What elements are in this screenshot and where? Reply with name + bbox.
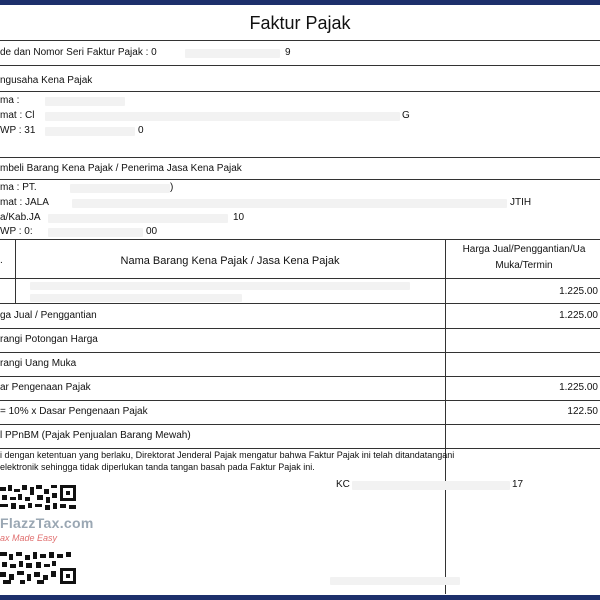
bottom-border bbox=[0, 595, 600, 600]
col-no-header: . bbox=[0, 255, 3, 266]
pembeli-alamat-tail: JTIH bbox=[510, 197, 532, 208]
summary-label: l PPnBM (Pajak Penjualan Barang Mewah) bbox=[0, 430, 191, 441]
seri-tail: 9 bbox=[285, 47, 291, 58]
divider bbox=[0, 40, 600, 41]
redaction bbox=[72, 199, 507, 208]
col-harga-header-line2: Muka/Termin bbox=[495, 260, 553, 271]
divider bbox=[0, 328, 600, 329]
divider bbox=[0, 91, 600, 92]
summary-label: ga Jual / Penggantian bbox=[0, 310, 97, 321]
pengusaha-alamat: mat : Cl bbox=[0, 110, 35, 121]
divider bbox=[0, 278, 600, 279]
qr-code-icon bbox=[0, 483, 78, 513]
pembeli-npwp-tail: 00 bbox=[146, 226, 158, 237]
pengusaha-nama: ma : bbox=[0, 95, 20, 106]
redaction bbox=[48, 214, 228, 223]
divider bbox=[0, 352, 600, 353]
summary-label: rangi Uang Muka bbox=[0, 358, 77, 369]
divider bbox=[0, 376, 600, 377]
pembeli-alamat: mat : JALA bbox=[0, 197, 49, 208]
divider bbox=[0, 157, 600, 158]
faktur-pajak-document bbox=[0, 5, 600, 595]
divider bbox=[0, 179, 600, 180]
divider bbox=[0, 239, 600, 240]
column-divider bbox=[15, 239, 16, 303]
redaction bbox=[45, 112, 400, 121]
page-title: Faktur Pajak bbox=[249, 13, 351, 33]
summary-label: = 10% x Dasar Pengenaan Pajak bbox=[0, 406, 148, 417]
redaction bbox=[330, 577, 460, 585]
pembeli-nama: ma : PT. bbox=[0, 182, 37, 193]
redaction bbox=[30, 282, 410, 290]
col-nama-header: Nama Barang Kena Pajak / Jasa Kena Pajak bbox=[120, 255, 340, 267]
seri-label: de dan Nomor Seri Faktur Pajak : 0 bbox=[0, 47, 157, 58]
redaction bbox=[352, 481, 510, 490]
pembeli-kota-tail: 10 bbox=[233, 212, 245, 223]
city-tail: 17 bbox=[512, 479, 524, 490]
divider bbox=[0, 400, 600, 401]
footer-note-line1: i dengan ketentuan yang berlaku, Direktorat Jenderal Pajak mengatur bahwa Faktur Pajak ini telah ditandatangani bbox=[0, 450, 455, 460]
redaction bbox=[30, 294, 242, 302]
divider bbox=[0, 303, 600, 304]
summary-label: rangi Potongan Harga bbox=[0, 334, 98, 345]
pembeli-kota: a/Kab.JA bbox=[0, 212, 41, 223]
divider bbox=[0, 65, 600, 66]
watermark-tagline: ax Made Easy bbox=[0, 533, 58, 543]
summary-label: ar Pengenaan Pajak bbox=[0, 382, 91, 393]
summary-value: 1.225.00 bbox=[559, 310, 598, 321]
redaction bbox=[45, 97, 125, 106]
pembeli-npwp: WP : 0: bbox=[0, 226, 33, 237]
summary-value: 122.50 bbox=[567, 406, 598, 417]
pembeli-nama-tail: ) bbox=[170, 182, 174, 193]
watermark-brand: FlazzTax.com bbox=[0, 515, 94, 531]
redaction bbox=[185, 49, 280, 58]
pengusaha-npwp-tail: 0 bbox=[138, 125, 144, 136]
pembeli-heading: mbeli Barang Kena Pajak / Penerima Jasa Kena Pajak bbox=[0, 163, 242, 174]
divider bbox=[0, 424, 600, 425]
qr-code-icon bbox=[0, 550, 78, 586]
city-prefix: KC bbox=[336, 479, 350, 490]
col-harga-header-line1: Harga Jual/Penggantian/Ua bbox=[462, 244, 586, 255]
pengusaha-heading: ngusaha Kena Pajak bbox=[0, 75, 93, 86]
pengusaha-alamat-tail: G bbox=[402, 110, 410, 121]
column-divider bbox=[445, 239, 446, 594]
redaction bbox=[45, 127, 135, 136]
divider bbox=[0, 448, 600, 449]
footer-note-line2: elektronik sehingga tidak diperlukan tanda tangan basah pada Faktur Pajak ini. bbox=[0, 462, 315, 472]
redaction bbox=[70, 184, 170, 193]
item-value: 1.225.00 bbox=[559, 286, 598, 297]
redaction bbox=[48, 228, 143, 237]
pengusaha-npwp: WP : 31 bbox=[0, 125, 36, 136]
summary-value: 1.225.00 bbox=[559, 382, 598, 393]
